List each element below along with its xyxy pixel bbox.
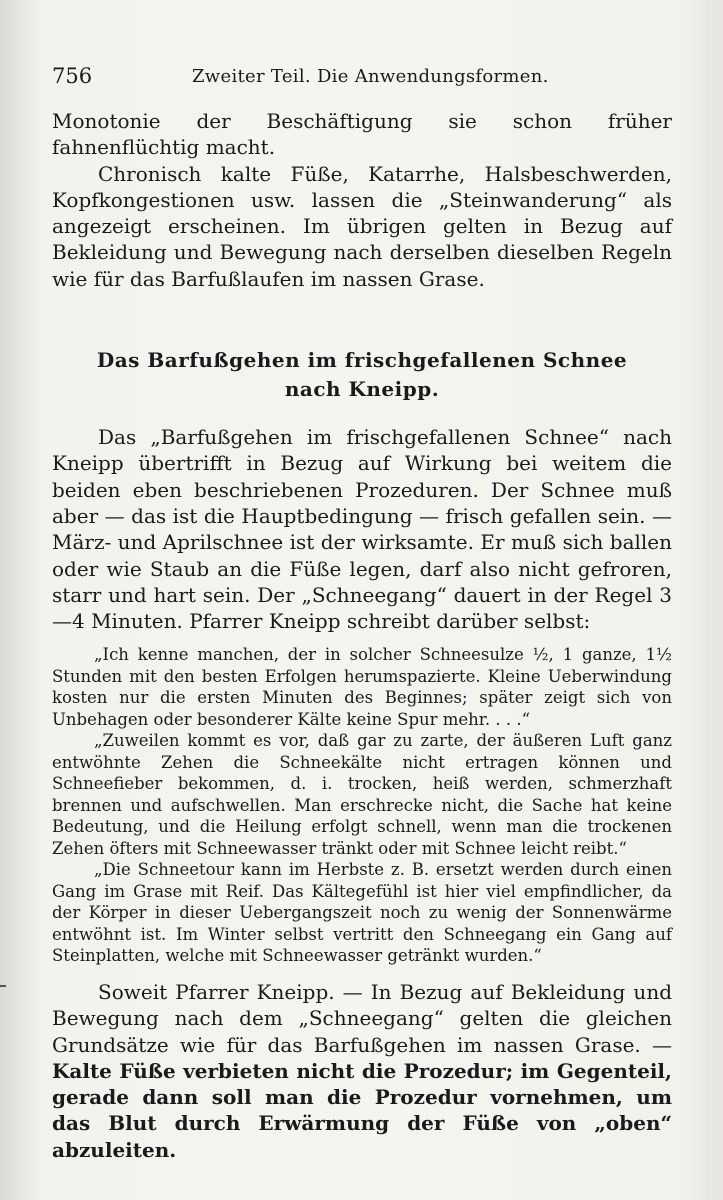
quote-paragraph-2: „Zuweilen kommt es vor, daß gar zu zarte, der äußeren Luft ganz entwöhnte Zehen die Schneekälte nicht ertragen können und Schneefieber bekommen, d. i. trocken, heiß werden, schmerzhaft brennen und aufschwellen. Man erschrecke nicht, die Sache hat keine Bedeutung, und die Heilung erfolgt schnell, wenn man die trockenen Zehen öfters mit Schneewasser tränkt oder mit Schnee leicht reibt.“ — [52, 731, 672, 858]
margin-mark — [0, 985, 6, 987]
kneipp-quote — [52, 644, 672, 967]
section-heading-line1: Das Barfußgehen im frischgefallenen Schnee — [96, 348, 628, 373]
page-number: 756 — [52, 64, 93, 88]
running-title: Zweiter Teil. Die Anwendungsformen. — [192, 66, 549, 87]
paragraph-steinwanderung: Chronisch kalte Füße, Katarrhe, Halsbeschwerden, Kopfkongestionen usw. lassen die „Steinwanderung“ als angezeigt erscheinen. Im übrigen gelten in Bezug auf Bekleidung und Bewegung nach derselben dieselben Regeln wie für das Barfußlaufen im nassen Grase. — [52, 161, 672, 291]
paragraph-closing — [52, 979, 672, 1163]
paragraph-continuation: Monotonie der Beschäftigung sie schon früher fahnenflüchtig macht. — [52, 109, 672, 160]
page-body — [52, 108, 672, 1163]
quote-paragraph-1: „Ich kenne manchen, der in solcher Schneesulze ½, 1 ganze, 1½ Stunden mit den besten Erfolgen herumspazierte. Kleine Ueberwindung kosten nur die ersten Minuten des Beginnes; später zeigt sich von Unbehagen oder besonderer Kälte keine Spur mehr. . . .“ — [52, 645, 672, 729]
section-heading — [52, 346, 672, 404]
paragraph-schneegang: Das „Barfußgehen im frischgefallenen Schnee“ nach Kneipp übertrifft in Bezug auf Wirkung bei weitem die beiden eben beschriebenen Prozeduren. Der Schnee muß aber — das ist die Hauptbedingung — frisch gefallen sein. — März- und Aprilschnee ist der wirksamte. Er muß sich ballen oder wie Staub an die Füße legen, darf also nicht gefroren, starr und hart sein. Der „Schneegang“ dauert in der Regel 3—4 Minuten. Pfarrer Kneipp schreibt darüber selbst: — [52, 425, 672, 634]
closing-text: Soweit Pfarrer Kneipp. — In Bezug auf Bekleidung und Bewegung nach dem „Schneegang“ gelten die gleichen Grundsätze wie für das Barfußgehen im nassen Grase. — — [52, 979, 672, 1057]
running-header — [52, 64, 672, 92]
section-heading-line2: nach Kneipp. — [284, 377, 440, 402]
quote-paragraph-3: „Die Schneetour kann im Herbste z. B. ersetzt werden durch einen Gang im Grase mit Reif. Das Kältegefühl ist hier viel empfindlicher, da der Körper in dieser Uebergangszeit noch zu wenig der Sonnenwärme entwöhnt ist. Im Winter selbst vertritt den Schneegang ein Gang auf Steinplatten, welche mit Schneewasser getränkt wurden.“ — [52, 860, 672, 966]
closing-bold-text: Kalte Füße verbieten nicht die Prozedur; im Gegenteil, gerade dann soll man die Prozedur vornehmen, um das Blut durch Erwärmung der Füße von „oben“ abzuleiten. — [52, 1058, 672, 1162]
